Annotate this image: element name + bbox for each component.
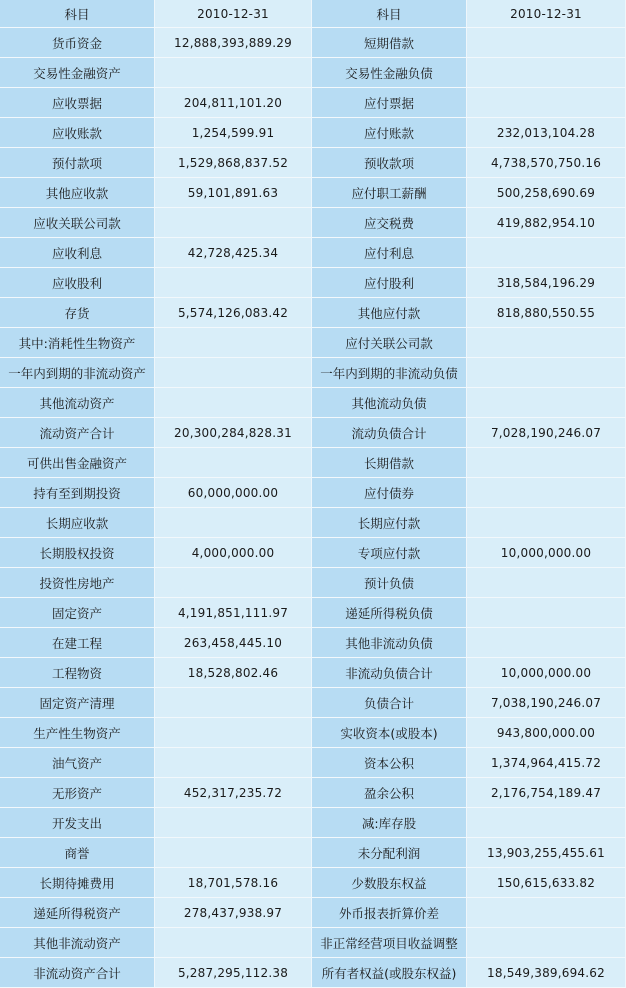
asset-value: 60,000,000.00 xyxy=(155,478,312,508)
header-date-left: 2010-12-31 xyxy=(155,0,312,28)
asset-label: 存货 xyxy=(0,298,155,328)
liability-label: 资本公积 xyxy=(312,748,467,778)
asset-value: 20,300,284,828.31 xyxy=(155,418,312,448)
liability-value xyxy=(467,808,626,838)
liability-value xyxy=(467,598,626,628)
table-row xyxy=(0,208,626,238)
asset-value: 278,437,938.97 xyxy=(155,898,312,928)
liability-label: 专项应付款 xyxy=(312,538,467,568)
header-subject-left: 科目 xyxy=(0,0,155,28)
liability-label: 减:库存股 xyxy=(312,808,467,838)
liability-value: 818,880,550.55 xyxy=(467,298,626,328)
liability-value: 150,615,633.82 xyxy=(467,868,626,898)
liability-value: 943,800,000.00 xyxy=(467,718,626,748)
asset-value xyxy=(155,388,312,418)
asset-value xyxy=(155,688,312,718)
liability-value: 232,013,104.28 xyxy=(467,118,626,148)
liability-value xyxy=(467,928,626,958)
table-row xyxy=(0,538,626,568)
asset-value xyxy=(155,358,312,388)
liability-label: 应付股利 xyxy=(312,268,467,298)
asset-value: 18,701,578.16 xyxy=(155,868,312,898)
table-row xyxy=(0,118,626,148)
table-row xyxy=(0,628,626,658)
liability-value: 4,738,570,750.16 xyxy=(467,148,626,178)
liability-value xyxy=(467,388,626,418)
table-row xyxy=(0,268,626,298)
asset-label: 其他非流动资产 xyxy=(0,928,155,958)
liability-label: 少数股东权益 xyxy=(312,868,467,898)
liability-value xyxy=(467,508,626,538)
table-row xyxy=(0,58,626,88)
table-row xyxy=(0,178,626,208)
liability-label: 应付职工薪酬 xyxy=(312,178,467,208)
asset-label: 长期股权投资 xyxy=(0,538,155,568)
asset-value xyxy=(155,928,312,958)
liability-value: 318,584,196.29 xyxy=(467,268,626,298)
liability-value xyxy=(467,88,626,118)
table-row xyxy=(0,238,626,268)
asset-value: 263,458,445.10 xyxy=(155,628,312,658)
header-subject-right: 科目 xyxy=(312,0,467,28)
asset-label: 长期待摊费用 xyxy=(0,868,155,898)
liability-label: 预计负债 xyxy=(312,568,467,598)
liability-value xyxy=(467,28,626,58)
liability-label: 非流动负债合计 xyxy=(312,658,467,688)
liability-label: 应付利息 xyxy=(312,238,467,268)
table-row xyxy=(0,448,626,478)
table-row xyxy=(0,418,626,448)
table-row xyxy=(0,598,626,628)
table-row xyxy=(0,148,626,178)
liability-label: 长期应付款 xyxy=(312,508,467,538)
liability-label: 一年内到期的非流动负债 xyxy=(312,358,467,388)
asset-value: 452,317,235.72 xyxy=(155,778,312,808)
table-row xyxy=(0,898,626,928)
asset-value: 12,888,393,889.29 xyxy=(155,28,312,58)
asset-label: 应收票据 xyxy=(0,88,155,118)
table-row xyxy=(0,928,626,958)
asset-label: 投资性房地产 xyxy=(0,568,155,598)
asset-label: 非流动资产合计 xyxy=(0,958,155,988)
asset-label: 一年内到期的非流动资产 xyxy=(0,358,155,388)
table-row xyxy=(0,748,626,778)
header-date-right: 2010-12-31 xyxy=(467,0,626,28)
liability-value xyxy=(467,478,626,508)
liability-value: 13,903,255,455.61 xyxy=(467,838,626,868)
asset-label: 递延所得税资产 xyxy=(0,898,155,928)
asset-label: 应收关联公司款 xyxy=(0,208,155,238)
liability-value: 500,258,690.69 xyxy=(467,178,626,208)
liability-value xyxy=(467,448,626,478)
asset-value: 5,287,295,112.38 xyxy=(155,958,312,988)
asset-label: 在建工程 xyxy=(0,628,155,658)
table-row xyxy=(0,388,626,418)
liability-value: 419,882,954.10 xyxy=(467,208,626,238)
table-row xyxy=(0,658,626,688)
liability-value xyxy=(467,628,626,658)
table-row xyxy=(0,958,626,988)
liability-value: 10,000,000.00 xyxy=(467,658,626,688)
asset-label: 应收账款 xyxy=(0,118,155,148)
liability-label: 交易性金融负债 xyxy=(312,58,467,88)
asset-label: 应收股利 xyxy=(0,268,155,298)
asset-value: 5,574,126,083.42 xyxy=(155,298,312,328)
table-row xyxy=(0,28,626,58)
asset-value xyxy=(155,508,312,538)
liability-value: 7,038,190,246.07 xyxy=(467,688,626,718)
liability-label: 应交税费 xyxy=(312,208,467,238)
asset-label: 油气资产 xyxy=(0,748,155,778)
table-row xyxy=(0,808,626,838)
asset-value: 4,000,000.00 xyxy=(155,538,312,568)
asset-label: 其他流动资产 xyxy=(0,388,155,418)
asset-label: 生产性生物资产 xyxy=(0,718,155,748)
asset-value: 18,528,802.46 xyxy=(155,658,312,688)
asset-label: 开发支出 xyxy=(0,808,155,838)
asset-value xyxy=(155,568,312,598)
liability-value: 1,374,964,415.72 xyxy=(467,748,626,778)
asset-label: 预付款项 xyxy=(0,148,155,178)
liability-label: 应付关联公司款 xyxy=(312,328,467,358)
liability-label: 应付债券 xyxy=(312,478,467,508)
liability-value xyxy=(467,568,626,598)
table-row xyxy=(0,298,626,328)
liability-label: 应付票据 xyxy=(312,88,467,118)
asset-value xyxy=(155,208,312,238)
table-row xyxy=(0,718,626,748)
table-row xyxy=(0,688,626,718)
liability-value: 7,028,190,246.07 xyxy=(467,418,626,448)
table-row xyxy=(0,478,626,508)
asset-label: 其他应收款 xyxy=(0,178,155,208)
asset-label: 持有至到期投资 xyxy=(0,478,155,508)
liability-label: 外币报表折算价差 xyxy=(312,898,467,928)
asset-label: 货币资金 xyxy=(0,28,155,58)
liability-label: 未分配利润 xyxy=(312,838,467,868)
liability-value xyxy=(467,358,626,388)
asset-value: 1,529,868,837.52 xyxy=(155,148,312,178)
asset-label: 固定资产 xyxy=(0,598,155,628)
table-row xyxy=(0,838,626,868)
asset-value: 4,191,851,111.97 xyxy=(155,598,312,628)
asset-label: 工程物资 xyxy=(0,658,155,688)
liability-label: 递延所得税负债 xyxy=(312,598,467,628)
asset-label: 流动资产合计 xyxy=(0,418,155,448)
liability-label: 流动负债合计 xyxy=(312,418,467,448)
liability-label: 其他非流动负债 xyxy=(312,628,467,658)
liability-value xyxy=(467,898,626,928)
asset-value xyxy=(155,808,312,838)
liability-value xyxy=(467,328,626,358)
liability-label: 短期借款 xyxy=(312,28,467,58)
liability-value: 10,000,000.00 xyxy=(467,538,626,568)
asset-value: 42,728,425.34 xyxy=(155,238,312,268)
liability-value xyxy=(467,58,626,88)
header-row xyxy=(0,0,626,28)
table-row xyxy=(0,868,626,898)
asset-value xyxy=(155,718,312,748)
liability-label: 非正常经营项目收益调整 xyxy=(312,928,467,958)
asset-label: 商誉 xyxy=(0,838,155,868)
asset-label: 固定资产清理 xyxy=(0,688,155,718)
table-row xyxy=(0,778,626,808)
asset-label: 无形资产 xyxy=(0,778,155,808)
asset-value xyxy=(155,838,312,868)
asset-value xyxy=(155,748,312,778)
table-row xyxy=(0,328,626,358)
asset-value: 59,101,891.63 xyxy=(155,178,312,208)
liability-value: 2,176,754,189.47 xyxy=(467,778,626,808)
asset-label: 长期应收款 xyxy=(0,508,155,538)
liability-label: 其他流动负债 xyxy=(312,388,467,418)
asset-label: 可供出售金融资产 xyxy=(0,448,155,478)
asset-value xyxy=(155,448,312,478)
liability-value xyxy=(467,238,626,268)
asset-value: 204,811,101.20 xyxy=(155,88,312,118)
liability-label: 实收资本(或股本) xyxy=(312,718,467,748)
liability-label: 其他应付款 xyxy=(312,298,467,328)
table-row xyxy=(0,358,626,388)
asset-label: 其中:消耗性生物资产 xyxy=(0,328,155,358)
table-row xyxy=(0,508,626,538)
asset-label: 应收利息 xyxy=(0,238,155,268)
asset-label: 交易性金融资产 xyxy=(0,58,155,88)
liability-label: 所有者权益(或股东权益) xyxy=(312,958,467,988)
asset-value xyxy=(155,328,312,358)
liability-label: 预收款项 xyxy=(312,148,467,178)
table-row xyxy=(0,568,626,598)
asset-value: 1,254,599.91 xyxy=(155,118,312,148)
liability-label: 应付账款 xyxy=(312,118,467,148)
liability-value: 18,549,389,694.62 xyxy=(467,958,626,988)
liability-label: 长期借款 xyxy=(312,448,467,478)
liability-label: 负债合计 xyxy=(312,688,467,718)
asset-value xyxy=(155,58,312,88)
asset-value xyxy=(155,268,312,298)
table-row xyxy=(0,88,626,118)
liability-label: 盈余公积 xyxy=(312,778,467,808)
